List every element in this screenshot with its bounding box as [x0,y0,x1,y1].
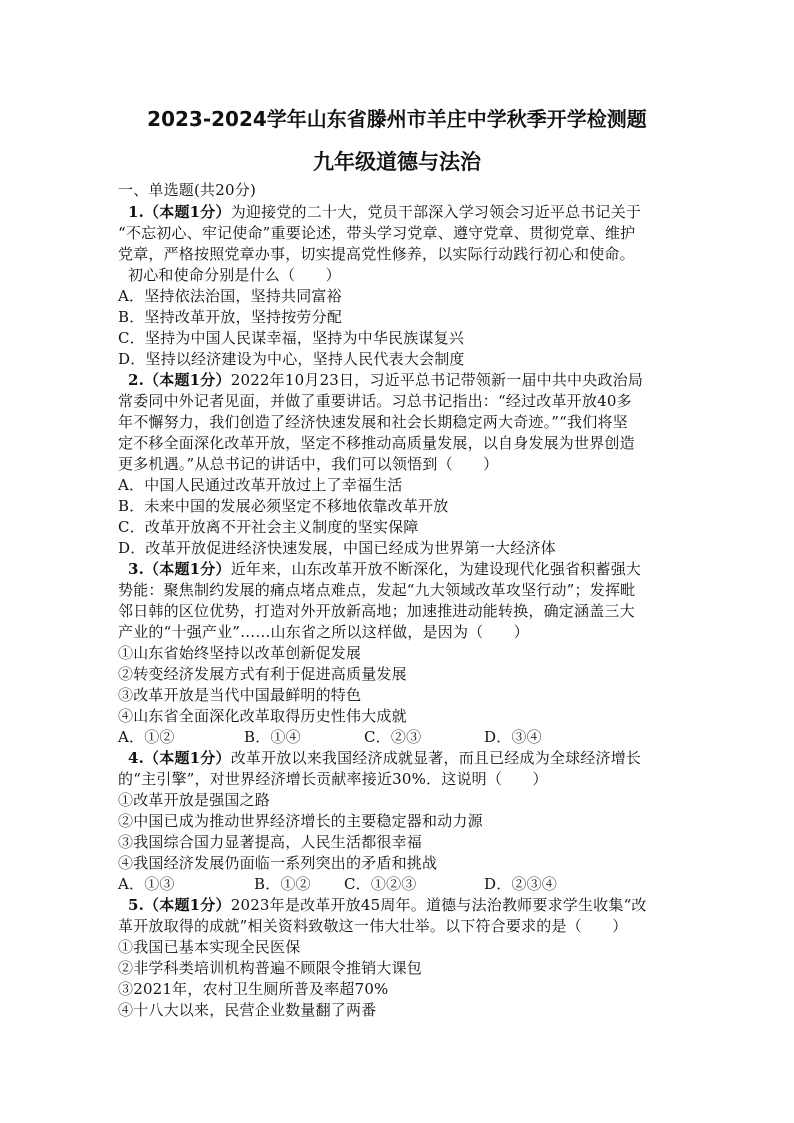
option-b: B．未来中国的发展必须坚定不移地依靠改革开放 [118,497,449,515]
statement-1: ①改革开放是强国之路 [118,791,271,809]
statement-4: ④我国经济发展仍面临一系列突出的矛盾和挑战 [118,854,438,872]
question-number: 5.（本题1分） [128,896,231,914]
question-number: 2.（本题1分） [128,371,231,389]
statement-2: ②转变经济发展方式有利于促进高质量发展 [118,665,407,683]
question-text: 党章，严格按照党章办事，切实提高党性修养，以实际行动践行初心和使命。 [118,245,635,263]
choice-row [118,874,557,894]
statement-3: ③改革开放是当代中国最鲜明的特色 [118,686,362,704]
page-title: 2023-2024学年山东省滕州市羊庄中学秋季开学检测题 [147,107,647,131]
question-text: 产业的“十强产业”……山东省之所以这样做，是因为（ ） [118,623,529,641]
question-text: 为迎接党的二十大，党员干部深入学习领会习近平总书记关于 [230,203,642,221]
question-text: “不忘初心、牢记使命”重要论述，带头学习党章、遵守党章、贯彻党章、维护 [118,224,636,242]
question-text: 革开放取得的成就”相关资料致敬这一伟大壮举。以下符合要求的是（ ） [118,917,628,935]
option-d: D．坚持以经济建设为中心，坚持人民代表大会制度 [118,350,465,368]
question-number: 3.（本题1分） [128,560,231,578]
option-c: C．坚持为中国人民谋幸福，坚持为中华民族谋复兴 [118,329,465,347]
option-a: A．坚持依法治国，坚持共同富裕 [118,287,342,305]
choice-a: A．①② [118,728,175,746]
question-text: 更多机遇。”从总书记的讲话中，我们可以领悟到（ ） [118,455,499,473]
question-text: 近年来，山东改革开放不断深化，为建设现代化强省积蓄强大 [230,560,642,578]
statement-1: ①我国已基本实现全民医保 [118,938,301,956]
question-5 [128,895,647,915]
choice-a: A．①③ [118,875,175,893]
question-text: 2023年是改革开放45周年。道德与法治教师要求学生收集“改 [230,896,647,914]
statement-4: ④十八大以来，民营企业数量翻了两番 [118,1001,377,1019]
question-2 [128,370,643,390]
statement-2: ②非学科类培训机构普遍不顾限令推销大课包 [118,959,423,977]
statement-4: ④山东省全面深化改革取得历史性伟大成就 [118,707,407,725]
question-text: 常委同中外记者见面，并做了重要讲话。习总书记指出：“经过改革开放40多 [118,392,632,410]
option-b: B．坚持改革开放，坚持按劳分配 [118,308,343,326]
option-a: A．中国人民通过改革开放过上了幸福生活 [118,476,403,494]
choice-row [118,727,542,747]
question-4 [128,748,641,768]
page-subtitle: 九年级道德与法治 [313,150,481,174]
choice-c: C．②③ [364,728,422,746]
statement-2: ②中国已成为推动世界经济增长的主要稳定器和动力源 [118,812,483,830]
choice-d: D．②③④ [484,875,558,893]
question-text: 定不移全面深化改革开放，坚定不移推动高质量发展，以自身发展为世界创造 [118,434,635,452]
question-3 [128,559,641,579]
question-text: 年不懈努力，我们创造了经济快速发展和社会长期稳定两大奇迹。”“我们将坚 [118,413,628,431]
question-text: 2022年10月23日，习近平总书记带领新一届中共中央政治局 [230,371,644,389]
option-d: D．改革开放促进经济快速发展，中国已经成为世界第一大经济体 [118,539,556,557]
section-heading: 一、单选题(共20分) [118,181,256,199]
statement-1: ①山东省始终坚持以改革创新促发展 [118,644,362,662]
question-1 [128,202,641,222]
question-number: 4.（本题1分） [128,749,231,767]
question-text: 初心和使命分别是什么（ ） [128,266,341,284]
question-text: 邻日韩的区位优势，打造对外开放新高地；加速推进动能转换，确定涵盖三大 [118,602,635,620]
statement-3: ③2021年，农村卫生厕所普及率超70% [118,980,389,998]
choice-c: C．①②③ [344,875,417,893]
question-text: 改革开放以来我国经济成就显著，而且已经成为全球经济增长 [230,749,642,767]
choice-b: B．①④ [244,728,301,746]
question-number: 1.（本题1分） [128,203,231,221]
choice-b: B．①② [254,875,311,893]
question-text: 势能：聚焦制约发展的痛点堵点难点，发起“九大领域改革攻坚行动”；发挥毗 [118,581,636,599]
statement-3: ③我国综合国力显著提高，人民生活都很幸福 [118,833,423,851]
question-text: 的“主引擎”，对世界经济增长贡献率接近30%．这说明（ ） [118,770,548,788]
option-c: C．改革开放离不开社会主义制度的坚实保障 [118,518,419,536]
choice-d: D．③④ [484,728,542,746]
